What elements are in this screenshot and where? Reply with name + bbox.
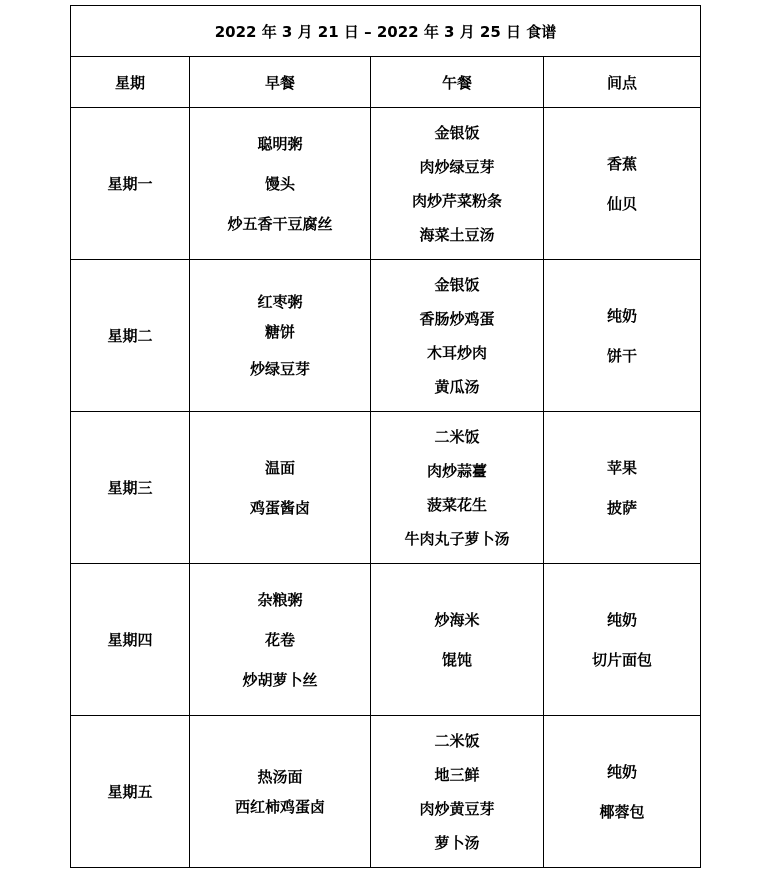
menu-item: 香肠炒鸡蛋: [419, 309, 495, 328]
lunch-cell: [371, 108, 544, 260]
day-label: 星期一: [71, 108, 190, 260]
menu-item: 温面: [264, 458, 295, 477]
menu-item: 炒海米: [434, 610, 480, 629]
menu-title: 2022 年 3 月 21 日 – 2022 年 3 月 25 日 食谱: [71, 6, 701, 57]
lunch-cell: [371, 412, 544, 564]
menu-item: 聪明粥: [257, 134, 303, 153]
table-row: [71, 564, 701, 716]
breakfast-cell: [190, 260, 371, 412]
menu-item: 椰蓉包: [599, 802, 645, 821]
menu-item: 饼干: [606, 346, 637, 365]
menu-item: 西红柿鸡蛋卤: [234, 797, 325, 816]
menu-item: 纯奶: [606, 306, 637, 325]
menu-item: 热汤面: [257, 767, 303, 786]
menu-item: 萝卜汤: [434, 833, 480, 852]
lunch-cell: [371, 260, 544, 412]
menu-item: 金银饭: [434, 123, 480, 142]
day-label: 星期四: [71, 564, 190, 716]
menu-item: 苹果: [606, 458, 637, 477]
breakfast-cell: [190, 412, 371, 564]
menu-table: [70, 5, 701, 868]
menu-item: 牛肉丸子萝卜汤: [404, 529, 510, 548]
snack-cell: [544, 260, 701, 412]
table-row: [71, 108, 701, 260]
header-breakfast: 早餐: [190, 57, 371, 108]
menu-item: 炒五香干豆腐丝: [227, 214, 333, 233]
menu-item: 黄瓜汤: [434, 377, 480, 396]
menu-item: 二米饭: [434, 427, 480, 446]
menu-item: 地三鲜: [434, 765, 480, 784]
breakfast-cell: [190, 564, 371, 716]
day-label: 星期五: [71, 716, 190, 868]
menu-item: 馒头: [264, 174, 295, 193]
menu-item: 馄饨: [441, 650, 472, 669]
menu-item: 肉炒芹菜粉条: [411, 191, 502, 210]
snack-cell: [544, 564, 701, 716]
lunch-cell: [371, 564, 544, 716]
menu-item: 炒绿豆芽: [249, 360, 310, 378]
menu-item: 糖饼: [264, 323, 295, 341]
table-row: [71, 716, 701, 868]
table-row: [71, 412, 701, 564]
table-row: [71, 260, 701, 412]
snack-cell: [544, 108, 701, 260]
menu-item: 鸡蛋酱卤: [249, 498, 310, 517]
menu-item: 木耳炒肉: [426, 343, 487, 362]
menu-item: 红枣粥: [257, 293, 303, 311]
breakfast-cell: [190, 716, 371, 868]
menu-item: 花卷: [264, 630, 295, 649]
header-day: 星期: [71, 57, 190, 108]
menu-item: 肉炒绿豆芽: [419, 157, 495, 176]
lunch-cell: [371, 716, 544, 868]
menu-item: 肉炒蒜薹: [426, 461, 487, 480]
header-snack: 间点: [544, 57, 701, 108]
menu-item: 菠菜花生: [426, 495, 487, 514]
menu-item: 肉炒黄豆芽: [419, 799, 495, 818]
menu-item: 海菜土豆汤: [419, 225, 495, 244]
menu-item: 杂粮粥: [257, 590, 303, 609]
menu-item: 纯奶: [606, 762, 637, 781]
menu-item: 纯奶: [606, 610, 637, 629]
snack-cell: [544, 716, 701, 868]
header-row: [71, 57, 701, 108]
menu-item: 香蕉: [606, 154, 637, 173]
day-label: 星期三: [71, 412, 190, 564]
header-lunch: 午餐: [371, 57, 544, 108]
day-label: 星期二: [71, 260, 190, 412]
menu-item: 披萨: [606, 498, 637, 517]
menu-item: 仙贝: [606, 194, 637, 213]
menu-item: 切片面包: [591, 650, 652, 669]
menu-item: 二米饭: [434, 731, 480, 750]
title-row: [71, 6, 701, 57]
breakfast-cell: [190, 108, 371, 260]
menu-item: 炒胡萝卜丝: [242, 670, 318, 689]
menu-item: 金银饭: [434, 275, 480, 294]
snack-cell: [544, 412, 701, 564]
